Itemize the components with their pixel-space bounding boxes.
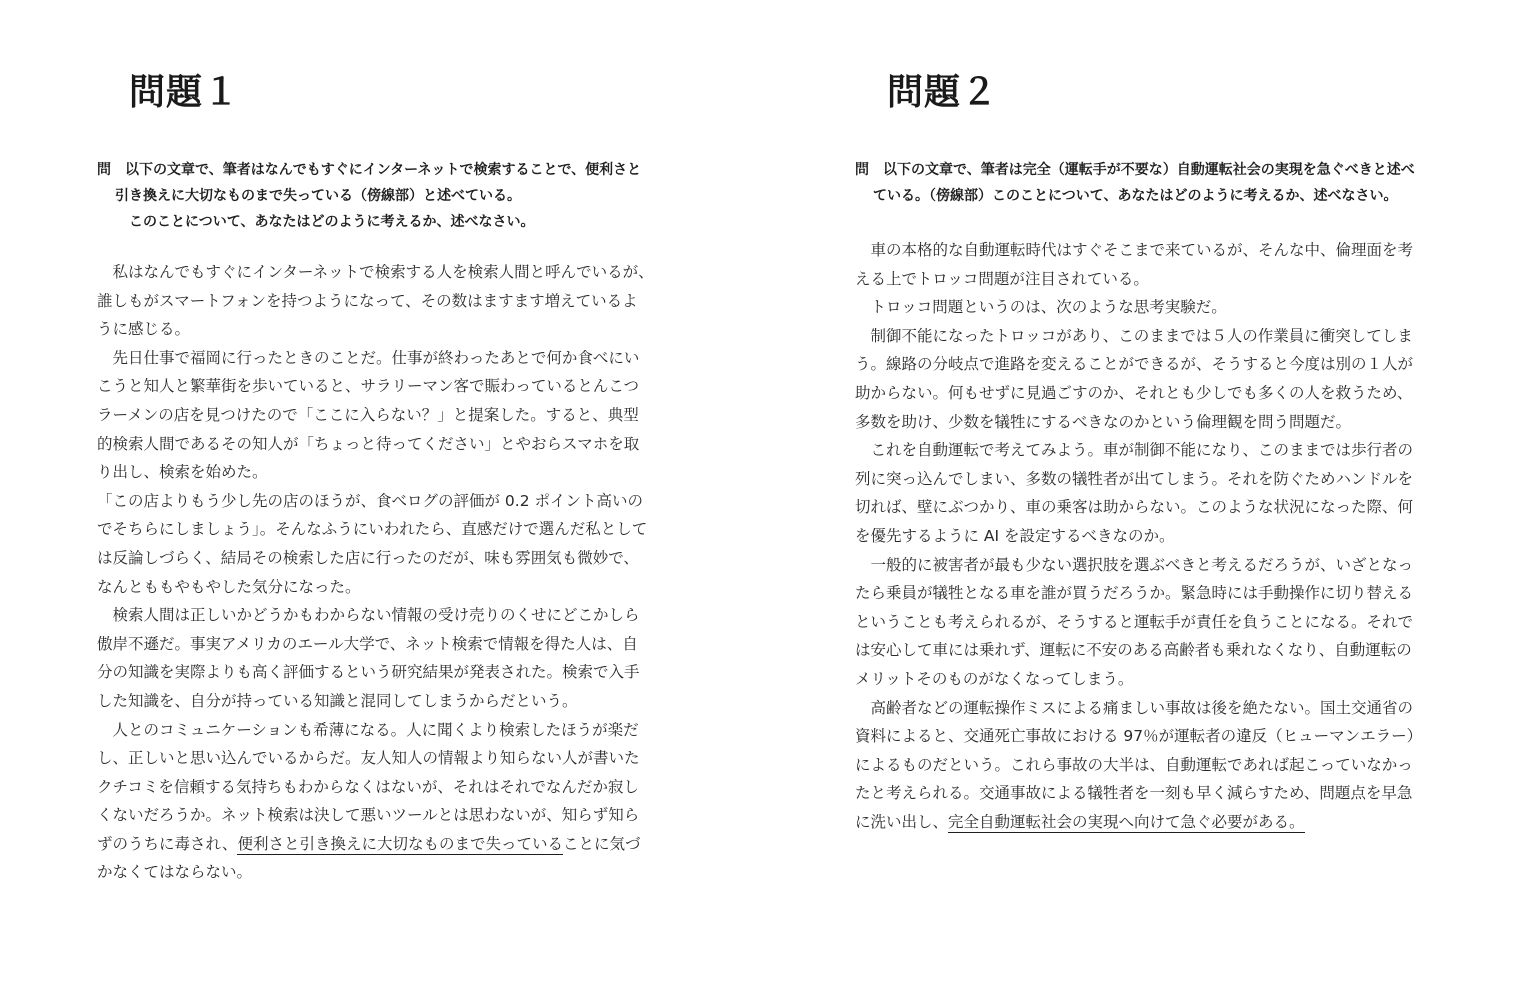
body-line: くないだろうか。ネット検索は決して悪いツールとは思わないが、知らず知ら (97, 806, 640, 825)
body-line: こうと知人と繁華街を歩いていると、サラリーマン客で賑わっているとんこつ (97, 377, 640, 396)
question-line: 問 以下の文章で、筆者は完全（運転手が不要な）自動運転社会の実現を急ぐべきと述べ (855, 162, 1415, 178)
body-line: 検索人間は正しいかどうかもわからない情報の受け売りのくせにどこかしら (97, 606, 640, 625)
body-line: 先日仕事で福岡に行ったときのことだ。仕事が終わったあとで何か食べにい (97, 348, 640, 367)
body-line: える上でトロッコ問題が注目されている。 (855, 269, 1149, 288)
body-line: でそちらにしましょう」。そんなふうにいわれたら、直感だけで選んだ私として (97, 520, 648, 539)
question-prompt-2 (855, 157, 1455, 209)
body-line: 分の知識を実際よりも高く評価するという研究結果が発表された。検索で入手 (97, 663, 640, 682)
body-line: メリットそのものがなくなってしまう。 (855, 669, 1134, 688)
body-line: 車の本格的な自動運転時代はすぐそこまで来ているが、そんな中、倫理面を考 (855, 241, 1414, 259)
body-text-segment: ずのうちに毒され、 (97, 834, 238, 853)
body-line: たと考えられる。交通事故による犠牲者を一刻も早く減らすため、問題点を早急 (855, 784, 1413, 803)
body-line: 「この店よりもう少し先の店のほうが、食べログの評価が 0.2 ポイント高いの (97, 491, 644, 510)
body-line: 傲岸不遜だ。事実アメリカのエール大学で、ネット検索で情報を得た人は、自 (97, 634, 638, 653)
body-line: 制御不能になったトロッコがあり、このままでは５人の作業員に衝突してしま (855, 326, 1413, 345)
body-line: う。線路の分岐点で進路を変えることができるが、そうすると今度は別の１人が (855, 355, 1414, 374)
body-text-segment: に洗い出し、 (855, 812, 949, 831)
body-line: 列に突っ込んでしまい、多数の犠牲者が出てしまう。それを防ぐためハンドルを (855, 469, 1414, 488)
body-line: 誰しもがスマートフォンを持つようになって、その数はますます増えているよ (97, 291, 638, 310)
body-line: ということも考えられるが、そうすると運転手が責任を負うことになる。それで (855, 612, 1414, 631)
question-line: このことについて、あなたはどのように考えるか、述べなさい。 (129, 214, 535, 230)
body-line: した知識を、自分が持っている知識と混同してしまうからだという。 (97, 691, 578, 710)
body-line: 人とのコミュニケーションも希薄になる。人に聞くより検索したほうが楽だ (97, 720, 639, 739)
question-line: 問 以下の文章で、筆者はなんでもすぐにインターネットで検索することで、便利さと (97, 162, 642, 178)
body-line: たら乗員が犠牲となる車を誰が買うだろうか。緊急時には手動操作に切り替える (855, 584, 1414, 603)
body-line: うに感じる。 (97, 320, 191, 339)
question-line: ている。（傍線部）このことについて、あなたはどのように考えるか、述べなさい。 (873, 188, 1398, 204)
body-line: トロッコ問題というのは、次のような思考実験だ。 (855, 298, 1227, 317)
underlined-passage: 便利さと引き換えに大切なものまで失っている (237, 834, 563, 853)
body-line: 多数を助け、少数を犠牲にするべきなのかという倫理観を問う問題だ。 (855, 412, 1352, 431)
body-line: かなくてはならない。 (97, 863, 253, 882)
body-line: 的検索人間であるその知人が「ちょっと待ってください」とやおらスマホを取 (97, 434, 640, 453)
body-line: 助からない。何もせずに見過ごすのか、それとも少しでも多くの人を救うため、 (855, 383, 1413, 402)
body-line: を優先するように AI を設定するべきなのか。 (855, 526, 1175, 545)
body-line: これを自動運転で考えてみよう。車が制御不能になり、このままでは歩行者の (855, 441, 1414, 460)
heading-problem-2: 問題２ (887, 72, 999, 113)
body-line: 資料によると、交通死亡事故における 97％が運転者の違反（ヒューマンエラー） (855, 727, 1423, 746)
essay-body-2 (855, 236, 1455, 836)
question-line: 引き換えに大切なものまで失っている（傍線部）と述べている。 (115, 188, 521, 204)
heading-problem-1: 問題１ (129, 72, 241, 113)
body-line: 高齢者などの運転操作ミスによる痛ましい事故は後を絶たない。国土交通省の (855, 698, 1414, 717)
body-line: ラーメンの店を見つけたので「ここに入らない？」と提案した。すると、典型 (97, 405, 639, 424)
underlined-passage: 完全自動運転社会の実現へ向けて急ぐ必要がある。 (948, 812, 1305, 831)
body-line: によるものだという。これら事故の大半は、自動運転であれば起こっていなかっ (855, 755, 1413, 774)
body-line: は反論しづらく、結局その検索した店に行ったのだが、味も雰囲気も微妙で、 (97, 548, 639, 567)
body-line (97, 830, 697, 859)
body-text-segment: ことに気づ (562, 834, 641, 853)
question-prompt-1 (97, 157, 697, 235)
body-line: クチコミを信頼する気持ちもわからなくはないが、それはそれでなんだか寂し (97, 777, 639, 796)
body-line: は安心して車には乗れず、運転に不安のある高齢者も乗れなくなり、自動運転の (855, 641, 1412, 660)
body-line: 一般的に被害者が最も少ない選択肢を選ぶべきと考えるだろうが、いざとなっ (855, 555, 1414, 574)
body-line (855, 808, 1455, 837)
body-line: し、正しいと思い込んでいるからだ。友人知人の情報より知らない人が書いた (97, 749, 640, 768)
body-line: 私はなんでもすぐにインターネットで検索する人を検索人間と呼んでいるが、 (97, 263, 654, 281)
essay-body-1 (97, 258, 697, 887)
body-line: 切れば、壁にぶつかり、車の乗客は助からない。このような状況になった際、何 (855, 498, 1414, 517)
body-line: なんとももやもやした気分になった。 (97, 577, 361, 596)
body-line: り出し、検索を始めた。 (97, 463, 268, 482)
